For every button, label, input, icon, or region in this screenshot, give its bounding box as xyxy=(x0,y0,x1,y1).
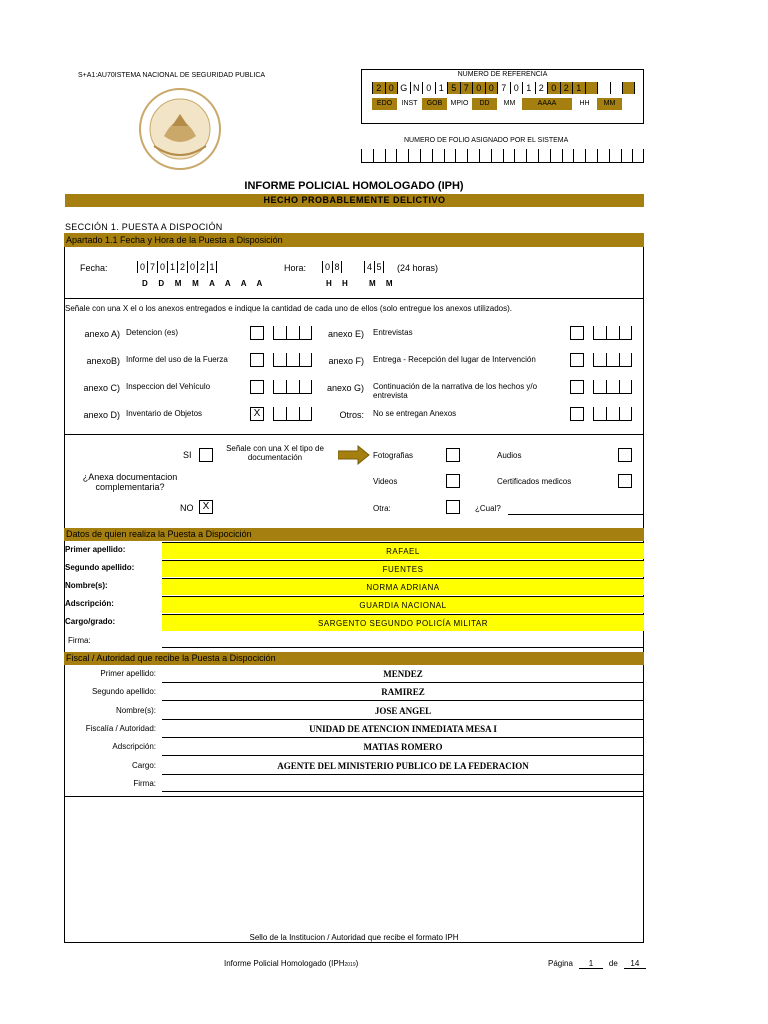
anexo-tag: anexo F) xyxy=(328,356,364,366)
anexo-tag: anexo C) xyxy=(83,383,120,393)
reference-digit xyxy=(597,82,610,94)
hora-digit: 5 xyxy=(374,261,384,273)
fotografias-checkbox[interactable] xyxy=(446,448,460,462)
reference-digit: 0 xyxy=(422,82,435,94)
anexo-tag: anexoB) xyxy=(86,356,120,366)
reference-label: INST xyxy=(401,100,418,107)
reference-digit: 2 xyxy=(560,82,573,94)
reference-digit: 0 xyxy=(485,82,498,94)
puesta-field-label: Segundo apellido: xyxy=(65,563,135,572)
puesta-field-label: Cargo/grado: xyxy=(65,617,116,626)
page-indicator: Página 1 de 14 xyxy=(548,959,646,969)
anexo-checkbox[interactable]: X xyxy=(250,407,264,421)
fiscal-field-value[interactable]: AGENTE DEL MINISTERIO PUBLICO DE LA FEDERACION xyxy=(162,759,644,775)
reference-digit: 1 xyxy=(435,82,448,94)
folio-digit-box[interactable] xyxy=(621,149,633,163)
anexo-quantity-field[interactable] xyxy=(593,326,632,340)
hora-format-m: M M xyxy=(369,279,397,288)
anexo-label: No se entregan Anexos xyxy=(373,409,457,418)
folio-digit-box[interactable] xyxy=(491,149,503,163)
puesta-field-value[interactable]: GUARDIA NACIONAL xyxy=(162,596,644,613)
folio-digit-box[interactable] xyxy=(420,149,432,163)
page-title: INFORME POLICIAL HOMOLOGADO (IPH) xyxy=(244,180,464,192)
page-number: 1 xyxy=(579,959,603,969)
hora-hours-field[interactable] xyxy=(322,261,342,273)
folio-digit-box[interactable] xyxy=(503,149,515,163)
folio-digit-box[interactable] xyxy=(550,149,562,163)
puesta-field-label: Nombre(s): xyxy=(65,581,108,590)
doc-type-fotografias: Fotografias xyxy=(373,451,414,460)
cual-input[interactable] xyxy=(508,514,643,515)
divider xyxy=(64,298,644,299)
anexo-tag: anexo D) xyxy=(83,410,120,420)
fecha-format: D D M M A A A A xyxy=(142,279,267,288)
mexico-seal-emblem xyxy=(134,86,226,172)
fecha-digit: 0 xyxy=(157,261,167,273)
hora-digit: 0 xyxy=(322,261,332,273)
reference-digit: N xyxy=(410,82,423,94)
folio-digit-box[interactable] xyxy=(514,149,526,163)
hora-label: Hora: xyxy=(284,263,307,273)
puesta-field-value[interactable]: NORMA ADRIANA xyxy=(162,578,644,595)
reference-label: MM xyxy=(597,98,622,110)
audios-checkbox[interactable] xyxy=(618,448,632,462)
reference-digit: 0 xyxy=(547,82,560,94)
reference-digit: 5 xyxy=(447,82,460,94)
certificados-checkbox[interactable] xyxy=(618,474,632,488)
anexo-checkbox[interactable] xyxy=(250,380,264,394)
subtitle-banner: HECHO PROBABLEMENTE DELICTIVO xyxy=(65,194,644,207)
anexo-quantity-field[interactable] xyxy=(273,380,312,394)
otra-checkbox[interactable] xyxy=(446,500,460,514)
anexo-checkbox[interactable] xyxy=(570,353,584,367)
anexo-checkbox[interactable] xyxy=(570,326,584,340)
folio-digit-box[interactable] xyxy=(562,149,574,163)
reference-digit: 0 xyxy=(385,82,398,94)
footer-doc-name: Informe Policial Homologado (IPH2019) xyxy=(224,959,359,968)
reference-label: MM xyxy=(503,100,516,107)
apartado-header: Apartado 1.1 Fecha y Hora de la Puesta a Disposición xyxy=(64,233,644,247)
fecha-digit: 0 xyxy=(187,261,197,273)
anexo-checkbox[interactable] xyxy=(250,353,264,367)
folio-digit-box[interactable] xyxy=(455,149,467,163)
no-checkbox[interactable]: X xyxy=(199,500,213,514)
anexo-label: Informe del uso de la Fuerza xyxy=(126,355,228,364)
fiscal-field-label: Segundo apellido: xyxy=(91,687,156,697)
fecha-digit: 2 xyxy=(197,261,207,273)
reference-label: EDO xyxy=(372,98,397,110)
fiscal-field-value[interactable]: UNIDAD DE ATENCION INMEDIATA MESA I xyxy=(162,722,644,738)
folio-digit-box[interactable] xyxy=(361,149,373,163)
fiscal-field-value[interactable]: JOSE ANGEL xyxy=(162,704,644,720)
folio-digit-box[interactable] xyxy=(632,149,644,163)
anexo-quantity-field[interactable] xyxy=(593,407,632,421)
anexo-quantity-field[interactable] xyxy=(273,326,312,340)
folio-digit-box[interactable] xyxy=(526,149,538,163)
puesta-field-value[interactable]: RAFAEL xyxy=(162,542,644,559)
fecha-digit: 7 xyxy=(147,261,157,273)
fecha-label: Fecha: xyxy=(80,263,108,273)
fecha-digit: 1 xyxy=(167,261,177,273)
anexos-instruction: Señale con una X el o los anexos entregados e indique la cantidad de cada uno de ellos (solo entregue los anexos utilizados). xyxy=(65,304,512,313)
anexo-label: Entrevistas xyxy=(373,328,413,337)
reference-label: MPIO xyxy=(450,100,469,107)
puesta-field-label: Adscripción: xyxy=(65,599,114,608)
folio-digit-box[interactable] xyxy=(467,149,479,163)
fiscal-firma-label: Firma: xyxy=(133,778,156,788)
reference-label: HH xyxy=(579,100,590,107)
folio-digit-box[interactable] xyxy=(373,149,385,163)
fiscal-field-value[interactable]: MATIAS ROMERO xyxy=(162,740,644,756)
fiscal-header: Fiscal / Autoridad que recibe la Puesta a Dispocición xyxy=(64,652,644,665)
sello-label: Sello de la Institucion / Autoridad que recibe el formato IPH xyxy=(249,933,459,942)
si-label: SI xyxy=(183,450,192,460)
anexo-checkbox[interactable] xyxy=(250,326,264,340)
folio-digit-box[interactable] xyxy=(585,149,597,163)
anexo-label: Entrega - Recepción del lugar de Intervención xyxy=(373,355,536,364)
fiscal-firma-field[interactable] xyxy=(162,791,644,792)
reference-digit: 7 xyxy=(460,82,473,94)
section-title: SECCIÓN 1. PUESTA A DISPOCIÓN xyxy=(65,222,223,232)
folio-digit-box[interactable] xyxy=(408,149,420,163)
folio-digit-box[interactable] xyxy=(597,149,609,163)
puesta-field-label: Primer apellido: xyxy=(65,545,126,554)
folio-digit-box[interactable] xyxy=(573,149,585,163)
folio-digit-box[interactable] xyxy=(479,149,491,163)
hora-minutes-field[interactable] xyxy=(364,261,384,273)
folio-digit-box[interactable] xyxy=(444,149,456,163)
puesta-field-value[interactable]: FUENTES xyxy=(162,560,644,577)
anexo-tag: anexo G) xyxy=(326,383,364,393)
reference-digit: 1 xyxy=(572,82,585,94)
reference-label: GOB xyxy=(422,98,447,110)
anexo-quantity-field[interactable] xyxy=(273,407,312,421)
hora-format-h: H H xyxy=(326,279,352,288)
fiscal-field-label: Nombre(s): xyxy=(115,705,156,715)
documentation-hint: Señale con una X el tipo de documentación xyxy=(226,444,324,462)
puesta-header: Datos de quien realiza la Puesta a Dispocición xyxy=(64,528,644,541)
fecha-field[interactable] xyxy=(137,261,217,273)
no-label: NO xyxy=(180,503,194,513)
reference-labels xyxy=(372,98,622,110)
anexo-label: Detencion (es) xyxy=(126,328,179,337)
anexo-quantity-field[interactable] xyxy=(593,353,632,367)
fecha-digit: 2 xyxy=(177,261,187,273)
reference-digit xyxy=(622,82,635,94)
reference-title: NUMERO DE REFERENCIA xyxy=(457,71,548,78)
doc-type-videos: Videos xyxy=(373,477,398,486)
si-checkbox[interactable] xyxy=(199,448,213,462)
puesta-firma-label: Firma: xyxy=(68,636,91,645)
reference-digit xyxy=(610,82,623,94)
doc-type-otra: Otra: xyxy=(373,504,391,513)
anexo-label: Inspeccion del Vehículo xyxy=(126,382,211,391)
fiscal-field-label: Adscripción: xyxy=(112,742,156,752)
reference-digit: 1 xyxy=(522,82,535,94)
doc-type-certificados: Certificados medicos xyxy=(497,477,572,486)
documentation-question: ¿Anexa documentacion complementaria? xyxy=(82,472,178,492)
anexo-label: Continuación de la narrativa de los hechos y/o entrevista xyxy=(373,382,538,400)
folio-digit-box[interactable] xyxy=(385,149,397,163)
doc-type-audios: Audios xyxy=(497,451,522,460)
page-total: 14 xyxy=(624,959,646,969)
divider xyxy=(64,796,644,797)
reference-digit: 0 xyxy=(510,82,523,94)
folio-digit-box[interactable] xyxy=(432,149,444,163)
reference-digit: G xyxy=(397,82,410,94)
anexo-label: Inventario de Objetos xyxy=(126,409,203,418)
hora-digit: 8 xyxy=(332,261,342,273)
fiscal-field-label: Cargo: xyxy=(131,760,156,770)
fiscal-field-label: Fiscalía / Autoridad: xyxy=(85,723,156,733)
reference-label: DD xyxy=(472,98,497,110)
folio-digit-box[interactable] xyxy=(396,149,408,163)
anexo-quantity-field[interactable] xyxy=(593,380,632,394)
divider xyxy=(64,434,644,435)
puesta-field-value[interactable]: SARGENTO SEGUNDO POLICÍA MILITAR xyxy=(162,614,644,631)
folio-title: NUMERO DE FOLIO ASIGNADO POR EL SISTEMA xyxy=(404,137,569,144)
hora-digit: 4 xyxy=(364,261,374,273)
reference-digit: 2 xyxy=(372,82,385,94)
fecha-digit: 1 xyxy=(207,261,217,273)
anexo-checkbox[interactable] xyxy=(570,380,584,394)
system-code: S+A1:AU70ISTEMA NACIONAL DE SEGURIDAD PUBLICA xyxy=(78,72,266,79)
fiscal-field-value[interactable]: MENDEZ xyxy=(162,667,644,683)
folio-boxes[interactable] xyxy=(361,149,644,163)
hora-note: (24 horas) xyxy=(397,263,439,273)
anexo-tag: anexo E) xyxy=(327,329,364,339)
reference-digit: 2 xyxy=(535,82,548,94)
anexo-quantity-field[interactable] xyxy=(273,353,312,367)
reference-number-panel xyxy=(361,69,644,124)
reference-digit: 0 xyxy=(472,82,485,94)
anexo-checkbox[interactable] xyxy=(570,407,584,421)
reference-digits xyxy=(372,82,635,94)
puesta-firma-field[interactable] xyxy=(162,647,644,648)
fiscal-field-label: Primer apellido: xyxy=(100,669,156,678)
reference-label: AAAA xyxy=(522,98,572,110)
folio-digit-box[interactable] xyxy=(538,149,550,163)
fecha-digit: 0 xyxy=(137,261,147,273)
anexo-tag: Otros: xyxy=(339,410,364,420)
anexo-tag: anexo A) xyxy=(84,329,120,339)
doc-type-cual: ¿Cual? xyxy=(475,504,501,513)
reference-digit: 7 xyxy=(497,82,510,94)
fiscal-field-value[interactable]: RAMIREZ xyxy=(162,685,644,701)
reference-digit xyxy=(585,82,598,94)
videos-checkbox[interactable] xyxy=(446,474,460,488)
folio-digit-box[interactable] xyxy=(609,149,621,163)
arrow-right-icon xyxy=(338,445,370,470)
